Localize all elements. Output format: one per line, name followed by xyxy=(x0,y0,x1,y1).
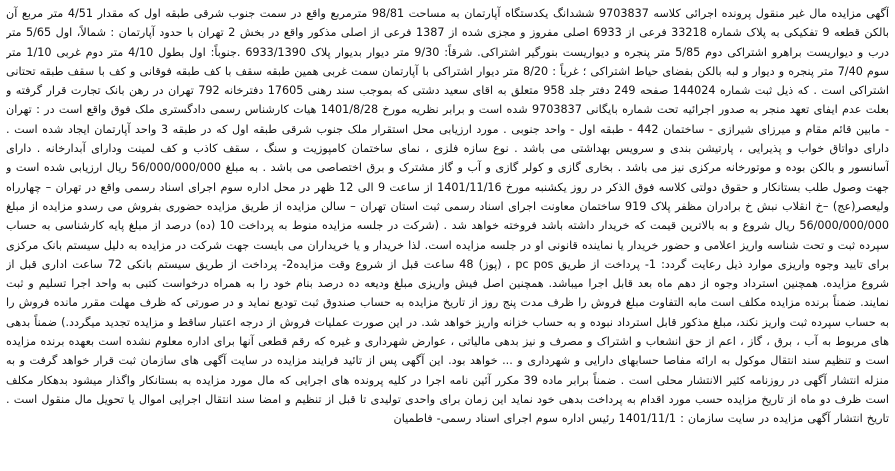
auction-notice-text: آگهی مزایده مال غیر منقول پرونده اجرائی کلاسه 9703837 ششدانگ یکدستگاه آپارتمان به مساحت 98/81 مترمربع واقع در سمت جنوب شرقی طبقه اول که مقدار 4/51 متر مربع آن بالکن قطعه 9 تفکیکی به پلاک شماره 33218 فرعی از 6933 اصلی مفروز و مجزی شده از 1387 فرعی از اصلی مذکور واقع در بخش 2 تهران با حدود آپارتمان : شمالاً، اول 5/65 متر درب و دیواریست براهرو اشتراکی دوم 5/85 متر پنجره و دیواریست بنورگیر اشتراکی. شرقاً: 9/30 متر دیوار بدیوار پلاک 6933/1390 .جنوباً: اول بطول 4/10 متر دوم غربی 1/10 متر سوم 7/40 متر پنجره و دیوار و لبه بالکن بفضای حیاط اشتراکی ؛ غرباً : 8/20 متر دیوار اشتراکی با آپارتمان سمت غربی همین طبقه سقف با کف طبقه فوقانی و کف با سقف طبقه تحتانی اشتراکی است . که ذیل ثبت شماره 144024 صفحه 249 دفتر جلد 958 متعلق به اقای سعید دشتی که بموجب سند رهنی 17605 دفترخانه 792 تهران در رهن بانک تجارت قرار گرفته و بعلت عدم ایفای تعهد منجر به صدور اجرائیه تحت شماره بایگانی 9703837 شده است و برابر نظریه مورخ 1401/8/28 هیات کارشناس رسمی دادگستری ملک فوق واقع است در : تهران - مابین قائم مقام و میرزای شیرازی - ساختمان 442 - طبقه اول - واحد جنوبی . مورد ارزیابی محل استقرار ملک جنوب شرقی طبقه اول که در طبقه 3 واحد آپارتمان ایجاد شده است . دارای دواتاق خواب و پذیرایی ، پارتیشن بندی و سرویس بهداشتی می باشد . نوع سازه فلزی ، نمای ساختمان کامپوزیت و سنگ ، سقف کاذب و کف لمینت ودارای آبدارخانه . دارای آسانسور و بالکن بوده و موتورخانه مرکزی نیز می باشد . بخاری گازی و کولر گازی و آب و گاز مشترک و برق اختصاصی می باشد . به مبلغ 56/000/000/000 ریال ارزیابی شده است و جهت وصول طلب بستانکار و حقوق دولتی کلاسه فوق الذکر در روز یکشنبه مورخ 1401/11/16 از ساعت 9 الی 12 ظهر در محل اداره سوم اجرای اسناد رسمی واقع در تهران – چهارراه ولیعصر(عج) –خ انقلاب نبش خ برادران مظفر پلاک 919 ساختمان معاونت اجرای اسناد رسمی ثبت استان تهران – سالن مزایده از طریق مزایده حضوری بفروش می رسدو مزایده از مبلغ 56/000/000/000 ریال شروع و به بالاترین قیمت که خریدار داشته باشد فروخته خواهد شد . (شرکت در جلسه مزایده منوط به پرداخت 10 (ده) درصد از مبلغ پایه کارشناسی به حساب سپرده ثبت و تحت شناسه واریز اعلامی و حضور خریدار یا نماینده قانونی او در جلسه مزایده است. لذا خریدار و یا خریداران می بایست جهت شرکت در مزایده به دلیل سیستم بانک مرکزی برای تایید وجوه واریزی موارد ذیل رعایت گردد: 1- پرداخت از طریق pc pos ، (پوز) 48 ساعت قبل از شروع وقت مزایده2- پرداخت از طریق سیستم بانکی 72 ساعت اداری قبل از شروع مزایده. همچنین استرداد وجوه از دهم ماه بعد قابل اجرا میباشد. همچنین اصل فیش واریزی مبلغ ودیعه ده درصد بنام خود را به همراه درخواست کتبی به واحد اجرا تسلیم و ثبت نمایند. ضمناً برنده مزایده مکلف است مابه التفاوت مبلغ فروش را ظرف مدت پنج روز از تاریخ مزایده به حساب صندوق ثبت تودیع نماید و در صورتی که ظرف مهلت مقرر مانده فروش را به حساب سپرده ثبت واریز نکند، مبلغ مذکور قابل استرداد نبوده و به حساب خزانه واریز خواهد شد. در این صورت عملیات فروش از درجه اعتبار ساقط و مزایده تجدید میگردد.) ضمناً بدهی های مربوط به آب ، برق ، گاز ، اعم از حق انشعاب و اشتراک و مصرف و نیز بدهی مالیاتی ، عوارض شهرداری و غیره که رقم قطعی آنها برای اداره معلوم نشده است بعهده برنده مزایده است و تنظیم سند انتقال موکول به ارائه مفاصا حسابهای دارایی و شهرداری و ... خواهد بود. این آگهی پس از تائید فرایند مزایده در سایت آگهی های سازمان ثبت قرار خواهد گرفت و به منزله انتشار آگهی در روزنامه کثیر الانتشار محلی است . ضمناً برابر ماده 39 مکرر آئین نامه اجرا در کلیه پرونده های اجرایی که مال مورد مزایده به بستانکار واگذار میشود بدهکار مکلف است ظرف دو ماه از تاریخ مزایده حسب مورد اقدام به پرداخت بدهی خود نماید این زمان برای واحدی تولیدی تا قبل از تنظیم و امضا سند انتقال اجرایی اموال یا تحویل مال منقول است . تاریخ انتشار آگهی مزایده در سایت سازمان : 1401/11/1 رئیس اداره سوم اجرای اسناد رسمی- فاطمیان xyxy=(6,7,889,426)
